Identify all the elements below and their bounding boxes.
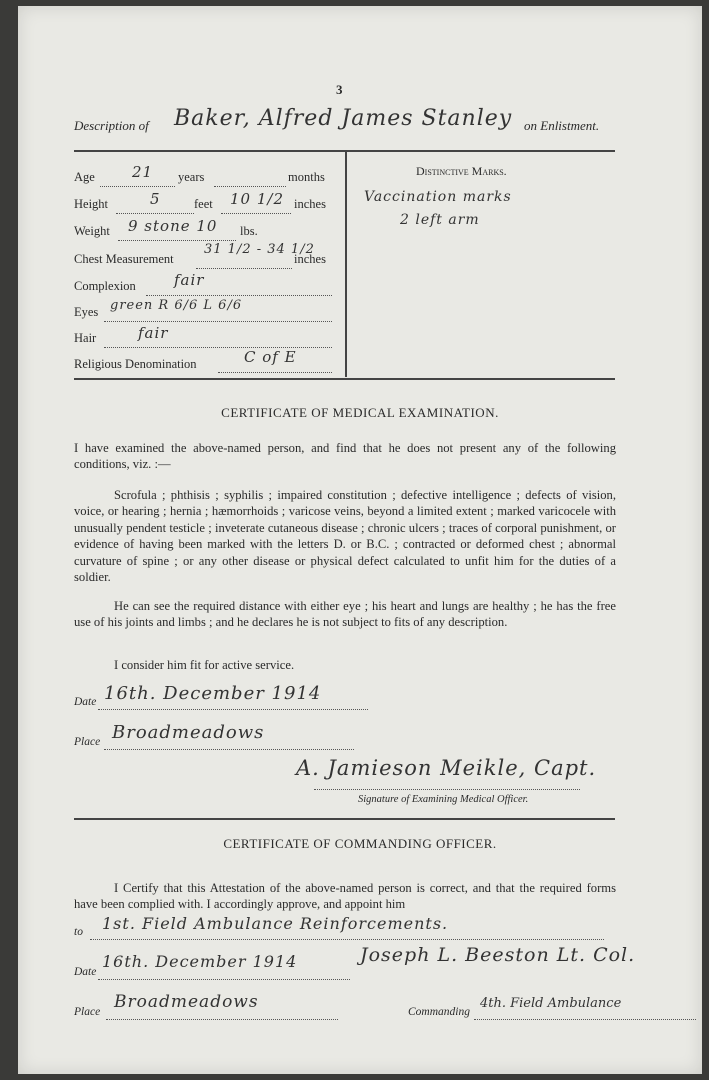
weight-label: Weight <box>74 224 110 238</box>
commanding-place-label: Place <box>74 1006 101 1018</box>
height-inches-value: 10 1/2 <box>230 190 284 208</box>
eyes-label: Eyes <box>74 305 99 319</box>
age-value: 21 <box>132 163 154 181</box>
chest-value: 31 1/2 - 34 1/2 <box>204 242 315 257</box>
medical-signature-label: Signature of Examining Medical Officer. <box>358 794 529 805</box>
medical-conditions: Scrofula ; phthisis ; syphilis ; impaired constitution ; defective intelligence ; defects of vision, voice, or hearing ; hernia ; hæmorrhoids ; varicose veins, beyond a limited extent ; marked varicocele with unusually pendent testicle ; inveterate cutaneous disease ; chronic ulcers ; traces of corporal punishment, or evidence of having been marked with the letters D. or B.C. ; contracted or deformed chest ; abnormal curvature of spine ; or any other disease or physical defect calculated to unfit him for the duties of a soldier. <box>74 488 616 585</box>
age-label: Age <box>74 170 95 184</box>
middle-rule <box>74 818 615 820</box>
inches-label: inches <box>294 197 326 211</box>
medical-intro: I have examined the above-named person, and find that he does not present any of the following conditions, viz. :— <box>74 441 616 472</box>
height-label: Height <box>74 197 109 211</box>
column-divider <box>345 151 347 377</box>
commanding-officer-signature: Joseph L. Beeston Lt. Col. <box>360 944 636 966</box>
commanding-unit-value: 4th. Field Ambulance <box>480 996 622 1011</box>
months-label: months <box>288 170 325 184</box>
religion-value: C of E <box>244 348 297 366</box>
lbs-label: lbs. <box>240 224 258 238</box>
description-bottom-rule <box>74 378 615 380</box>
medical-health: He can see the required distance with either eye ; his heart and lungs are healthy ; he has the free use of his joints and limbs ; and he declares he is not subject to fits of any description. <box>74 599 616 630</box>
height-feet-value: 5 <box>150 190 161 208</box>
commanding-heading: CERTIFICATE OF COMMANDING OFFICER. <box>223 836 497 851</box>
medical-heading: CERTIFICATE OF MEDICAL EXAMINATION. <box>221 405 499 420</box>
attestation-page <box>18 6 702 1074</box>
commanding-unit-label: Commanding <box>408 1006 470 1018</box>
medical-fit: I consider him fit for active service. <box>114 658 295 672</box>
distinctive-marks-label: Distinctive Marks. <box>416 164 507 178</box>
commanding-to-value: 1st. Field Ambulance Reinforcements. <box>102 914 449 933</box>
commanding-to-label: to <box>74 926 83 938</box>
commanding-date-label: Date <box>74 966 97 978</box>
page-number: 3 <box>336 82 343 97</box>
distinctive-marks-line1: Vaccination marks <box>364 189 512 205</box>
title-suffix: on Enlistment. <box>524 118 600 133</box>
eyes-value: green R 6/6 L 6/6 <box>110 298 243 313</box>
hair-label: Hair <box>74 331 97 345</box>
years-label: years <box>178 170 205 184</box>
religion-label: Religious Denomination <box>74 357 197 371</box>
medical-officer-signature: A. Jamieson Meikle, Capt. <box>296 756 597 780</box>
medical-place-value: Broadmeadows <box>112 722 265 743</box>
soldier-name: Baker, Alfred James Stanley <box>174 106 513 131</box>
feet-label: feet <box>194 197 213 211</box>
complexion-label: Complexion <box>74 279 136 293</box>
complexion-value: fair <box>174 271 205 289</box>
chest-inches-label: inches <box>294 252 326 266</box>
hair-value: fair <box>138 324 169 342</box>
commanding-date-value: 16th. December 1914 <box>102 952 298 971</box>
commanding-place-value: Broadmeadows <box>114 992 259 1012</box>
medical-date-value: 16th. December 1914 <box>104 683 322 704</box>
title-prefix: Description of <box>74 118 149 133</box>
medical-date-label: Date <box>74 696 97 708</box>
weight-value: 9 stone 10 <box>128 217 218 235</box>
commanding-certify: I Certify that this Attestation of the above-named person is correct, and that the required forms have been complied with. I accordingly approve, and appoint him <box>74 881 616 912</box>
medical-place-label: Place <box>74 736 101 748</box>
chest-label: Chest Measurement <box>74 252 174 266</box>
distinctive-marks-line2: 2 left arm <box>400 212 480 228</box>
